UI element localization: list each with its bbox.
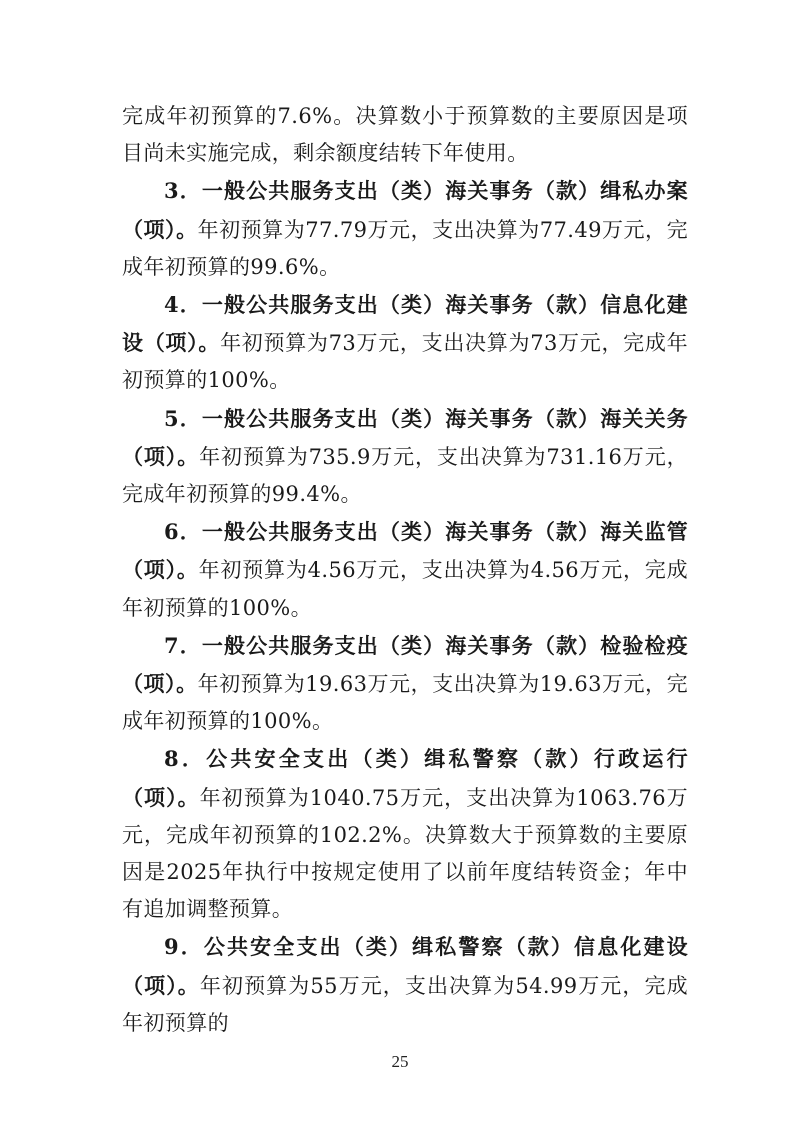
item-title: 9．公共安全支出（类）缉私警察（款）信息化建设（项）。 [122, 934, 688, 998]
continuation-paragraph: 完成年初预算的7.6%。决算数小于预算数的主要原因是项目尚未实施完成，剩余额度结转下年使用。 [122, 104, 688, 166]
item-text: 年初预算为19.63万元，支出决算为19.63万元，完成年初预算的100%。 [122, 672, 688, 734]
item-title: 3．一般公共服务支出（类）海关事务（款）缉私办案（项）。 [122, 178, 688, 242]
item-text: 年初预算为73万元，支出决算为73万元，完成年初预算的100%。 [122, 331, 688, 393]
item-text: 年初预算为4.56万元，支出决算为4.56万元，完成年初预算的100%。 [122, 558, 688, 620]
item-title: 6．一般公共服务支出（类）海关事务（款）海关监管（项）。 [122, 519, 688, 583]
item-title: 4．一般公共服务支出（类）海关事务（款）信息化建设（项）。 [122, 292, 688, 356]
item-title: 7．一般公共服务支出（类）海关事务（款）检验检疫（项）。 [122, 632, 688, 697]
budget-item-3 [122, 172, 688, 286]
budget-item-8 [122, 740, 688, 928]
item-text: 年初预算为735.9万元，支出决算为731.16万元，完成年初预算的99.4%。 [122, 444, 688, 507]
item-title: 5．一般公共服务支出（类）海关事务（款）海关关务（项）。 [122, 405, 688, 469]
document-body [122, 98, 688, 1042]
item-text: 年初预算为55万元，支出决算为54.99万元，完成年初预算的 [122, 973, 688, 1035]
page-number: 25 [391, 1052, 409, 1071]
budget-item-7 [122, 627, 688, 741]
budget-item-5 [122, 400, 688, 514]
item-title: 8．公共安全支出（类）缉私警察（款）行政运行（项）。 [122, 746, 688, 810]
budget-item-6 [122, 513, 688, 627]
item-text: 年初预算为1040.75万元，支出决算为1063.76万元，完成年初预算的102.2%。决算数大于预算数的主要原因是2025年执行中按规定使用了以前年度结转资金；年中有追加调整预算。 [122, 785, 688, 922]
budget-item-9 [122, 928, 688, 1042]
item-text: 年初预算为77.79万元，支出决算为77.49万元，完成年初预算的99.6%。 [122, 217, 688, 279]
budget-item-4 [122, 286, 688, 400]
